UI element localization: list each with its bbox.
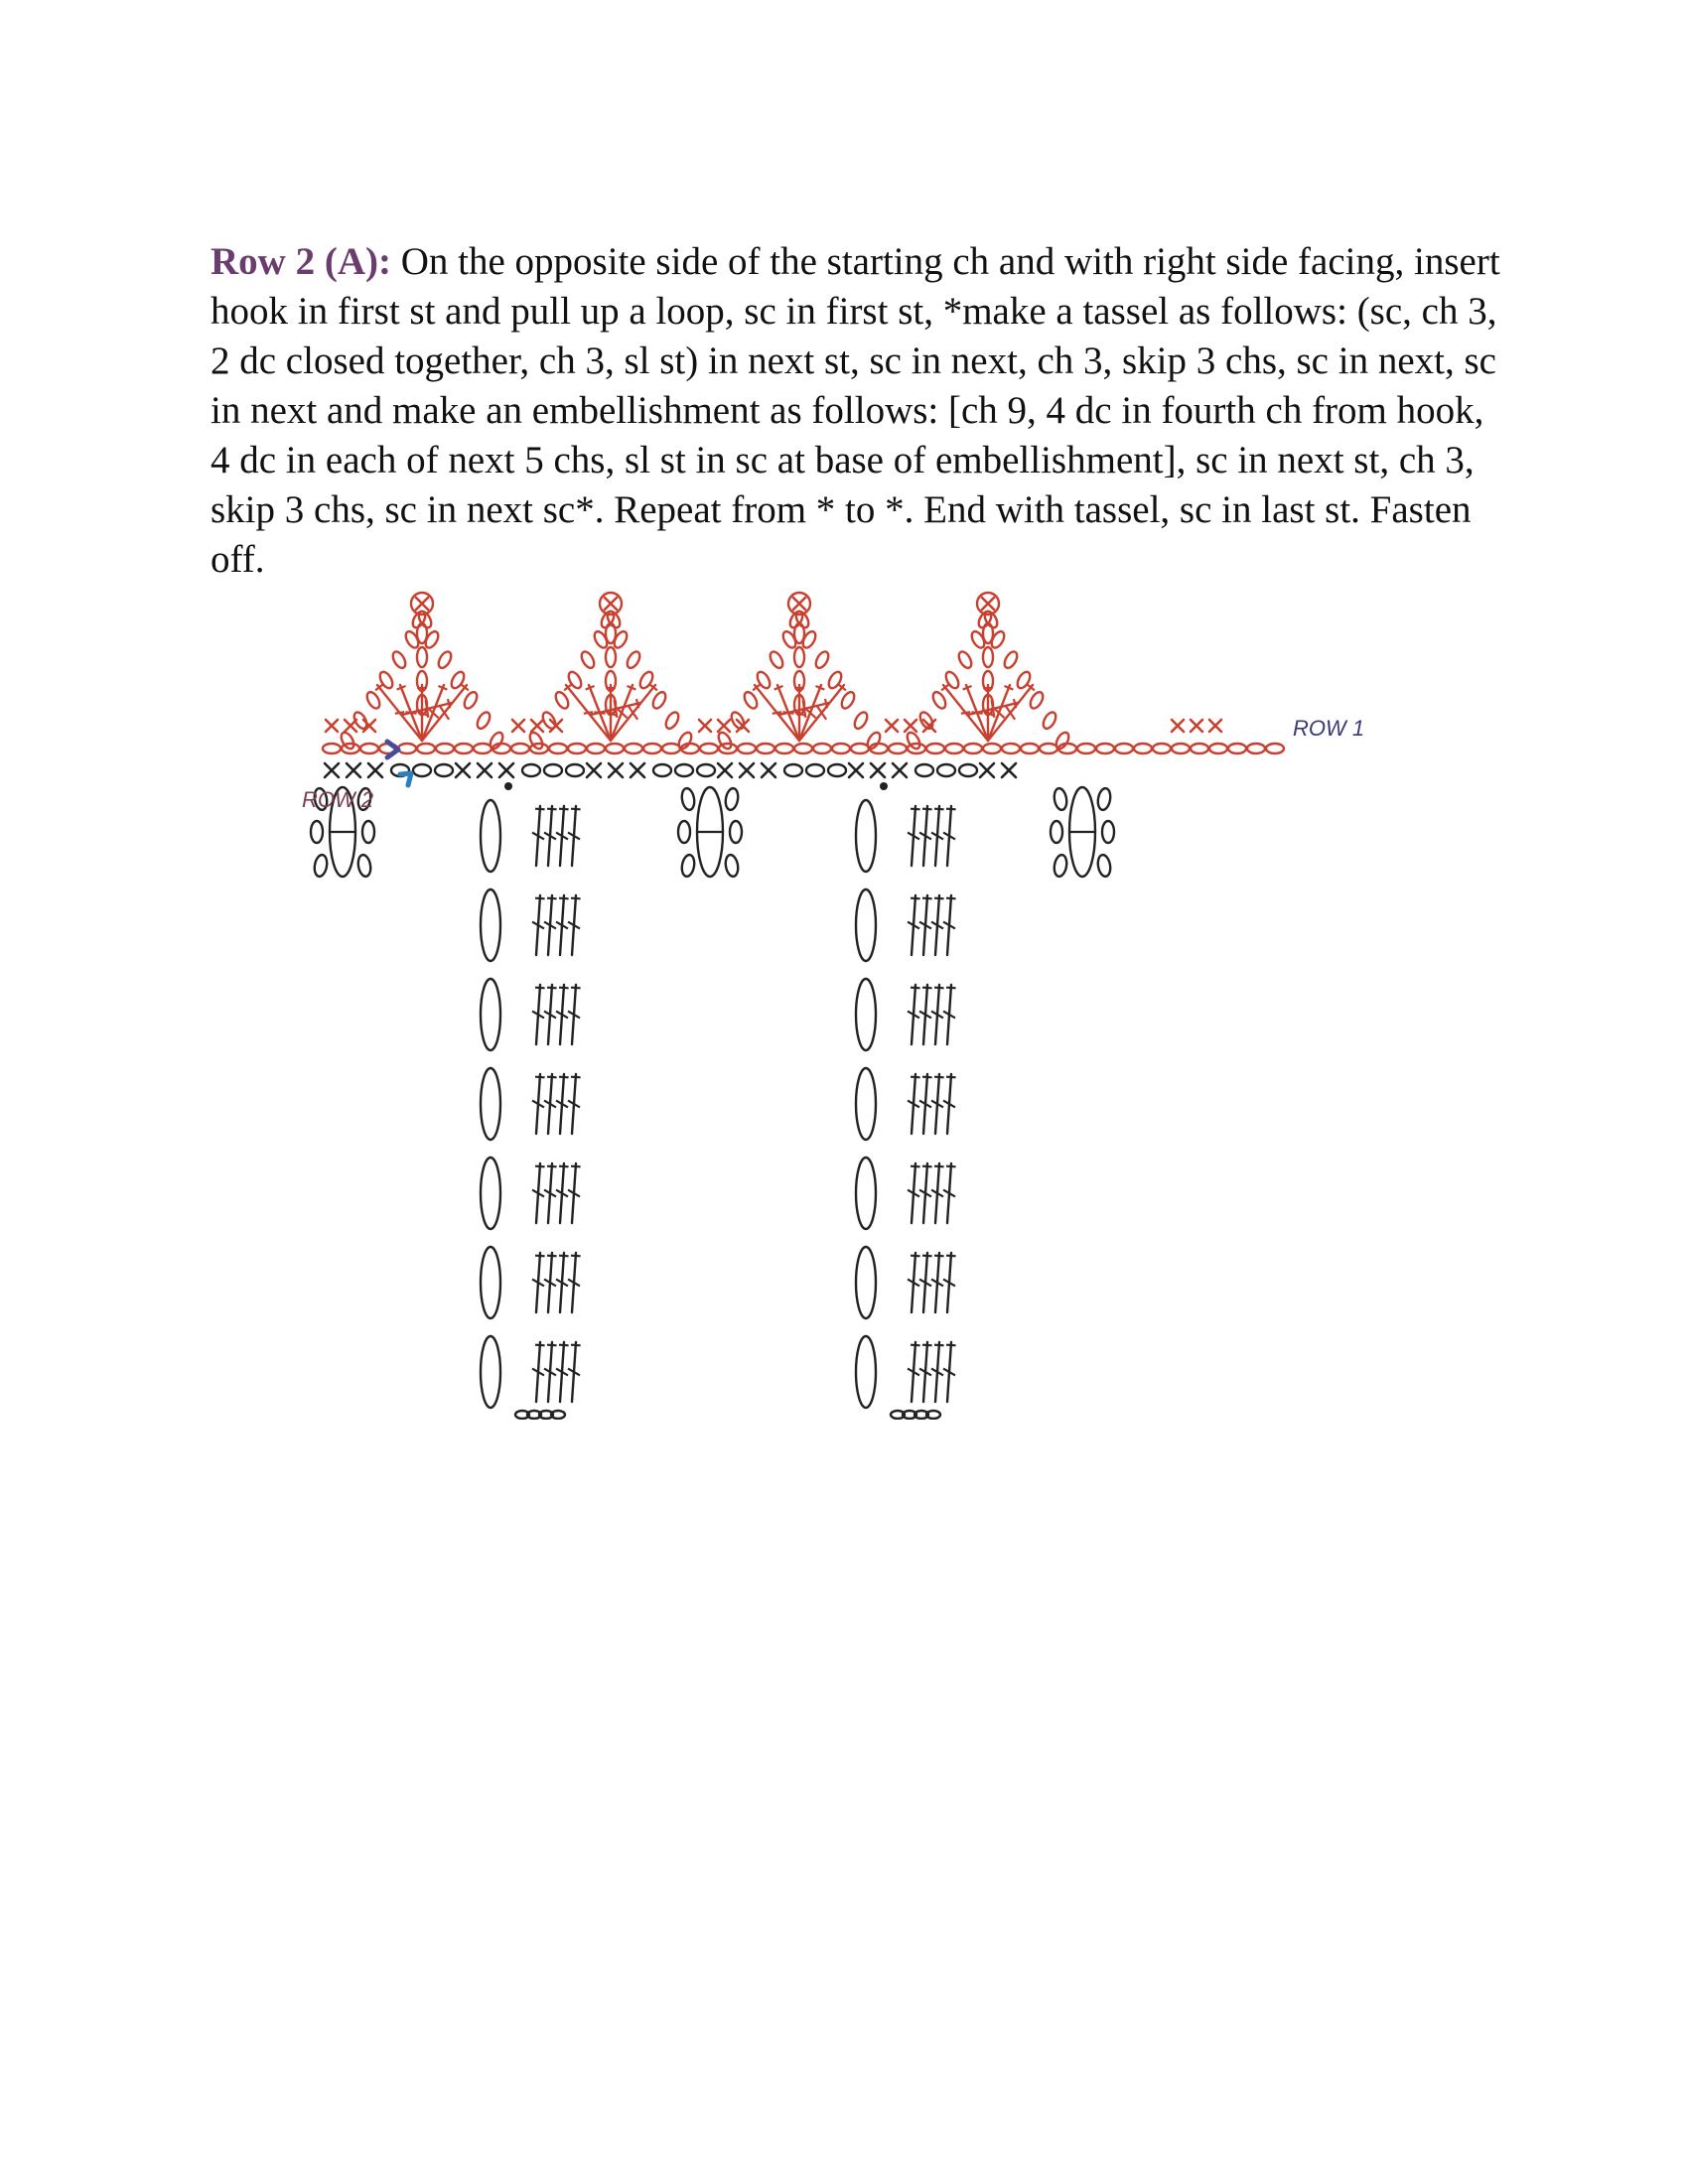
single-crochet-symbol <box>368 763 382 777</box>
chain-stitch-symbol <box>606 647 616 667</box>
single-crochet-symbol <box>886 720 898 732</box>
double-crochet-top <box>946 1166 956 1167</box>
single-crochet-symbol <box>499 763 513 777</box>
chain-stitch-symbol <box>768 649 785 670</box>
double-crochet-top <box>559 898 569 899</box>
chain-stitch-symbol <box>1228 744 1246 753</box>
single-crochet-symbol <box>980 763 994 777</box>
chain-stitch-symbol <box>959 764 977 776</box>
double-crochet-top <box>934 1077 944 1078</box>
chain-stitch-symbol <box>553 690 571 711</box>
chain-stitch-symbol <box>1153 744 1171 753</box>
row-1-direction-arrow-icon <box>387 742 398 757</box>
embellishment-chain-symbol <box>481 889 500 961</box>
chain-stitch-symbol <box>937 764 955 776</box>
chain-stitch-symbol <box>757 744 774 753</box>
double-crochet-top <box>547 1077 557 1078</box>
embellishment-chain-symbol <box>481 1247 500 1318</box>
chain-stitch-symbol <box>678 821 690 843</box>
chain-stitch-symbol <box>889 744 907 753</box>
chain-stitch-symbol <box>775 744 793 753</box>
chain-stitch-symbol <box>323 744 341 753</box>
chain-stitch-symbol <box>852 710 870 731</box>
chain-stitch-symbol <box>794 647 804 667</box>
single-crochet-symbol <box>1209 720 1221 732</box>
double-crochet-top <box>547 1345 557 1346</box>
chain-stitch-symbol <box>364 690 382 711</box>
double-crochet-top <box>922 809 932 810</box>
single-crochet-symbol <box>762 763 775 777</box>
row-2-instructions <box>211 237 1501 585</box>
chain-stitch-symbol <box>662 744 680 753</box>
chain-stitch-symbol <box>697 764 715 776</box>
double-crochet-top <box>946 1256 956 1257</box>
double-crochet-top <box>946 898 956 899</box>
row-2-heading: Row 2 (A): <box>211 240 391 283</box>
chain-stitch-symbol <box>356 854 372 878</box>
chain-stitch-symbol <box>794 744 812 753</box>
double-crochet-top <box>535 898 545 899</box>
chain-stitch-symbol <box>549 744 567 753</box>
chain-stitch-symbol <box>436 744 454 753</box>
chain-stitch-symbol <box>806 764 824 776</box>
double-crochet-top <box>571 1256 581 1257</box>
chain-stitch-symbol <box>311 821 323 843</box>
row-2-direction-arrow-icon <box>400 773 411 785</box>
chain-stitch-symbol <box>474 744 492 753</box>
single-crochet-symbol <box>478 763 492 777</box>
chain-stitch-symbol <box>417 623 427 643</box>
chain-stitch-symbol <box>1028 690 1046 711</box>
chain-stitch-symbol <box>738 744 756 753</box>
chain-stitch-symbol <box>1134 744 1152 753</box>
chain-stitch-symbol <box>832 744 850 753</box>
embellishment-chain-symbol <box>856 1336 876 1408</box>
chain-stitch-symbol <box>1266 744 1284 753</box>
single-crochet-symbol <box>347 763 360 777</box>
double-crochet-top <box>946 809 956 810</box>
chain-stitch-symbol <box>398 744 416 753</box>
chain-stitch-symbol <box>625 649 642 670</box>
crochet-chart <box>288 576 1410 1420</box>
chain-stitch-symbol <box>625 744 642 753</box>
chain-stitch-symbol <box>676 731 694 751</box>
double-crochet-top <box>559 988 569 989</box>
chain-stitch-symbol <box>813 649 831 670</box>
chain-stitch-symbol <box>851 744 869 753</box>
embellishment-chain-symbol <box>481 979 500 1050</box>
row-1-label: ROW 1 <box>1293 716 1365 741</box>
embellishment-chain-symbol <box>481 1336 500 1408</box>
single-crochet-symbol <box>982 598 994 610</box>
double-crochet-top <box>547 809 557 810</box>
chain-stitch-symbol <box>700 744 718 753</box>
chain-stitch-symbol <box>930 690 948 711</box>
double-crochet-top <box>571 1166 581 1167</box>
double-crochet-top <box>911 1345 920 1346</box>
chain-stitch-symbol <box>1054 731 1071 751</box>
single-crochet-symbol <box>531 720 543 732</box>
double-crochet-top <box>535 988 545 989</box>
double-crochet-crossbar <box>773 712 781 714</box>
single-crochet-symbol <box>512 720 524 732</box>
chain-stitch-symbol <box>650 690 668 711</box>
chain-stitch-symbol <box>1096 744 1114 753</box>
chain-stitch-symbol <box>475 710 492 731</box>
double-crochet-top <box>547 1256 557 1257</box>
chain-stitch-symbol <box>352 710 369 731</box>
chain-stitch-symbol <box>1191 744 1208 753</box>
chain-stitch-symbol <box>794 623 804 643</box>
single-crochet-symbol <box>1002 763 1016 777</box>
double-crochet-top <box>535 1345 545 1346</box>
chain-stitch-symbol <box>724 787 740 811</box>
chain-stitch-symbol <box>784 764 802 776</box>
chain-stitch-symbol <box>1115 744 1133 753</box>
chain-stitch-symbol <box>1002 649 1020 670</box>
single-crochet-symbol <box>793 598 805 610</box>
embellishment-chain-symbol <box>856 800 876 872</box>
chain-stitch-symbol <box>1096 854 1112 878</box>
chain-stitch-symbol <box>680 854 696 878</box>
double-crochet-top <box>559 1345 569 1346</box>
chain-stitch-symbol <box>413 764 431 776</box>
chain-stitch-symbol <box>945 744 963 753</box>
single-crochet-symbol <box>587 763 601 777</box>
chain-stitch-symbol <box>917 710 935 731</box>
double-crochet-top <box>571 1345 581 1346</box>
double-crochet-top <box>922 898 932 899</box>
chain-stitch-symbol <box>643 744 661 753</box>
chain-stitch-symbol <box>926 744 944 753</box>
double-crochet-top <box>934 898 944 899</box>
single-crochet-symbol <box>325 763 339 777</box>
double-crochet-top <box>922 1345 932 1346</box>
single-crochet-symbol <box>699 720 711 732</box>
double-crochet-top <box>559 1256 569 1257</box>
embellishment-chain-symbol <box>481 800 500 872</box>
single-crochet-symbol <box>740 763 754 777</box>
double-crochet-top <box>571 1077 581 1078</box>
chain-stitch-symbol <box>915 764 933 776</box>
chain-stitch-symbol <box>813 744 831 753</box>
chain-stitch-symbol <box>653 764 671 776</box>
single-crochet-symbol <box>718 720 730 732</box>
chain-stitch-symbol <box>462 690 480 711</box>
double-crochet-top <box>535 1166 545 1167</box>
double-crochet-top <box>571 898 581 899</box>
double-crochet-top <box>535 1077 545 1078</box>
double-crochet-top <box>559 1166 569 1167</box>
row-2-body: On the opposite side of the starting ch and with right side facing, insert hook in first st and pull up a loop, sc in first st, *make a tassel as follows: (sc, ch 3, 2 dc closed together, ch 3, sl st) in next st, sc in next, ch 3, skip 3 chs, sc in next, sc in next and make an embellishment as follows: [ch 9, 4 dc in fourth ch from hook, 4 dc in each of next 5 chs, sl st in sc at base of embellishment], sc in next st, ch 3, skip 3 chs, sc in next sc*. Repeat from * to *. End with tassel, sc in last st. Fasten off. <box>211 240 1500 581</box>
chain-stitch-symbol <box>587 744 605 753</box>
single-crochet-symbol <box>893 763 907 777</box>
chain-stitch-symbol <box>839 690 857 711</box>
double-crochet-top <box>911 1166 920 1167</box>
chain-stitch-symbol <box>417 647 427 667</box>
chain-stitch-symbol <box>1051 821 1062 843</box>
row-1-stitches <box>323 593 1284 753</box>
single-crochet-symbol <box>871 763 885 777</box>
crochet-chart-svg <box>288 576 1410 1420</box>
double-crochet-top <box>571 809 581 810</box>
double-crochet-top <box>911 1077 920 1078</box>
double-crochet-top <box>922 988 932 989</box>
chain-stitch-symbol <box>417 744 435 753</box>
chain-stitch-symbol <box>983 623 993 643</box>
double-crochet-top <box>559 1077 569 1078</box>
chain-stitch-symbol <box>865 731 883 751</box>
double-crochet-top <box>911 988 920 989</box>
chain-stitch-symbol <box>362 821 374 843</box>
chain-stitch-symbol <box>488 731 505 751</box>
double-crochet-top <box>922 1166 932 1167</box>
chain-stitch-symbol <box>455 744 473 753</box>
double-crochet-top <box>946 1077 956 1078</box>
chain-stitch-symbol <box>1247 744 1265 753</box>
chain-stitch-symbol <box>983 647 993 667</box>
double-crochet-top <box>922 1077 932 1078</box>
chain-stitch-symbol <box>663 710 681 731</box>
single-crochet-symbol <box>609 763 623 777</box>
single-crochet-symbol <box>905 720 916 732</box>
chain-stitch-symbol <box>579 649 597 670</box>
double-crochet-top <box>547 988 557 989</box>
chain-stitch-symbol <box>1002 744 1020 753</box>
double-crochet-top <box>911 1256 920 1257</box>
chain-stitch-symbol <box>435 764 453 776</box>
chain-stitch-symbol <box>956 649 974 670</box>
double-crochet-crossbar <box>584 712 593 714</box>
embellishment-chain-symbol <box>856 1158 876 1229</box>
double-crochet-top <box>946 988 956 989</box>
double-crochet-top <box>547 1166 557 1167</box>
single-crochet-symbol <box>416 598 428 610</box>
chain-stitch-symbol <box>1021 744 1039 753</box>
double-crochet-top <box>535 809 545 810</box>
double-crochet-top <box>934 1345 944 1346</box>
chain-stitch-symbol <box>568 744 586 753</box>
chain-stitch-symbol <box>606 623 616 643</box>
embellishment-chain-symbol <box>856 1068 876 1140</box>
double-crochet-crossbar <box>395 712 404 714</box>
chain-stitch-symbol <box>1053 854 1068 878</box>
chain-stitch-symbol <box>511 744 529 753</box>
chain-stitch-symbol <box>983 744 1001 753</box>
chain-stitch-symbol <box>680 787 696 811</box>
double-crochet-top <box>547 898 557 899</box>
embellishment-chain-symbol <box>481 1158 500 1229</box>
embellishment-chain-symbol <box>856 1247 876 1318</box>
double-crochet-top <box>934 988 944 989</box>
double-crochet-crossbar <box>961 712 970 714</box>
double-crochet-top <box>946 1345 956 1346</box>
double-crochet-top <box>911 809 920 810</box>
chain-stitch-symbol <box>1041 710 1058 731</box>
chain-stitch-symbol <box>1096 787 1112 811</box>
double-crochet-top <box>934 1256 944 1257</box>
chain-stitch-symbol <box>964 744 982 753</box>
chain-stitch-symbol <box>436 649 454 670</box>
chain-stitch-symbol <box>390 649 408 670</box>
chain-stitch-symbol <box>606 744 624 753</box>
single-crochet-symbol <box>718 763 732 777</box>
chain-stitch-symbol <box>675 764 693 776</box>
chain-stitch-symbol <box>730 821 742 843</box>
chain-stitch-symbol <box>1102 821 1114 843</box>
double-crochet-top <box>535 1256 545 1257</box>
embellishment-anchor-dot <box>880 782 888 790</box>
embellishment-chain-symbol <box>481 1068 500 1140</box>
row-2-label: ROW 2 <box>302 787 374 812</box>
single-crochet-symbol <box>1172 720 1184 732</box>
chain-stitch-symbol <box>1053 787 1068 811</box>
chain-stitch-symbol <box>544 764 562 776</box>
single-crochet-symbol <box>1191 720 1202 732</box>
chain-stitch-symbol <box>724 854 740 878</box>
chain-stitch-symbol <box>522 764 540 776</box>
double-crochet-top <box>571 988 581 989</box>
chain-stitch-symbol <box>313 854 329 878</box>
chain-stitch-symbol <box>360 744 378 753</box>
single-crochet-symbol <box>326 720 338 732</box>
chain-stitch-symbol <box>1077 744 1095 753</box>
double-crochet-top <box>559 809 569 810</box>
chain-stitch-symbol <box>1040 744 1057 753</box>
chain-stitch-symbol <box>828 764 846 776</box>
embellishment-chain-symbol <box>856 979 876 1050</box>
double-crochet-top <box>934 1166 944 1167</box>
row-2-stitches <box>311 763 1114 1419</box>
double-crochet-top <box>922 1256 932 1257</box>
single-crochet-symbol <box>605 598 617 610</box>
embellishment-anchor-dot <box>504 782 512 790</box>
chain-stitch-symbol <box>1172 744 1190 753</box>
double-crochet-top <box>911 898 920 899</box>
embellishment-chain-symbol <box>856 889 876 961</box>
single-crochet-symbol <box>456 763 470 777</box>
chain-stitch-symbol <box>1209 744 1227 753</box>
single-crochet-symbol <box>849 763 863 777</box>
single-crochet-symbol <box>631 763 644 777</box>
double-crochet-top <box>934 809 944 810</box>
chain-stitch-symbol <box>566 764 584 776</box>
chain-stitch-symbol <box>742 690 760 711</box>
